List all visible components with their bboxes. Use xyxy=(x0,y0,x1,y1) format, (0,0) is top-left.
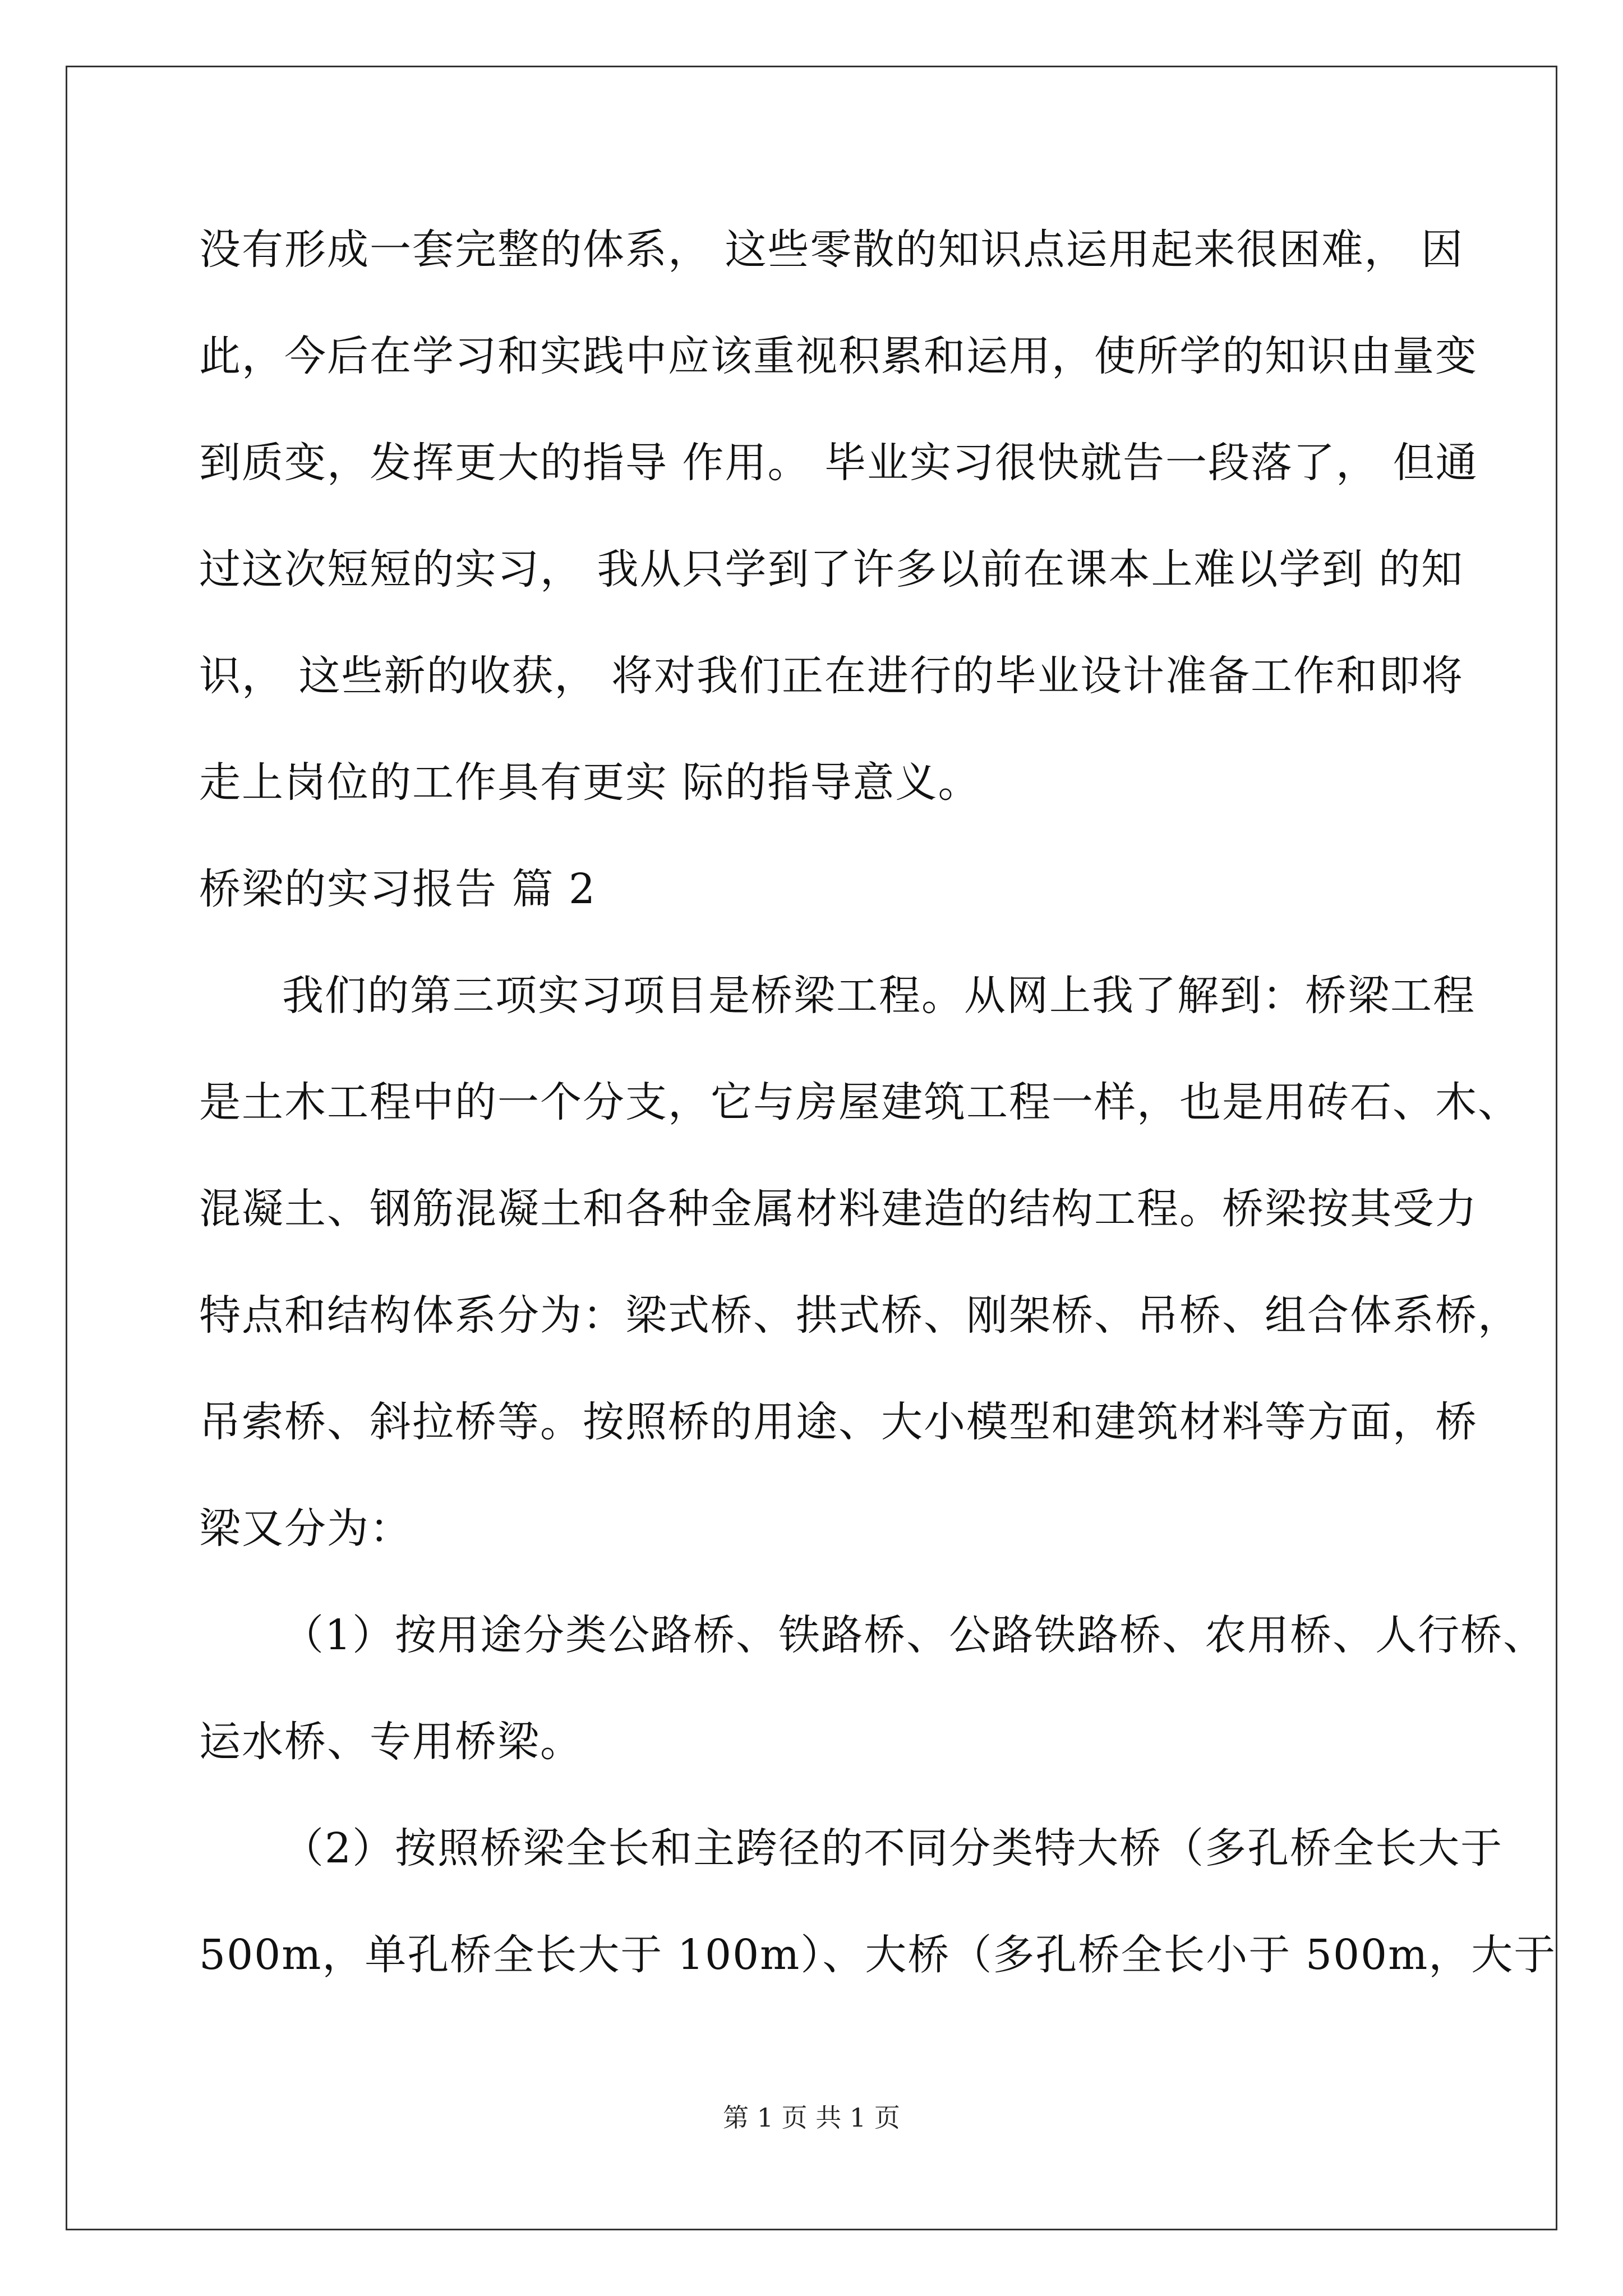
document-body xyxy=(199,216,1557,2028)
paragraph-line: 混凝土、钢筋混凝土和各种金属材料建造的结构工程。桥梁按其受力 xyxy=(199,1185,1478,1233)
paragraph-line: 运水桥、专用桥梁。 xyxy=(199,1718,583,1766)
paragraph-line: 特点和结构体系分为：梁式桥、拱式桥、刚架桥、吊桥、组合体系桥， xyxy=(199,1291,1520,1340)
paragraph-line: 过这次短短的实习， 我从只学到了许多以前在课本上难以学到 的知 xyxy=(199,545,1464,593)
paragraph-line: 我们的第三项实习项目是桥梁工程。从网上我了解到：桥梁工程 xyxy=(282,972,1476,1020)
section-heading: 桥梁的实习报告 篇 2 xyxy=(199,865,597,913)
paragraph-line: 是土木工程中的一个分支，它与房屋建筑工程一样，也是用砖石、木、 xyxy=(199,1078,1520,1126)
paragraph-line: 吊索桥、斜拉桥等。按照桥的用途、大小模型和建筑材料等方面，桥 xyxy=(199,1398,1478,1446)
paragraph-line: 走上岗位的工作具有更实 际的指导意义。 xyxy=(199,758,981,807)
paragraph-line: 500m，单孔桥全长大于 100m）、大桥（多孔桥全长小于 500m，大于 xyxy=(199,1931,1557,1979)
list-item: （1）按用途分类公路桥、铁路桥、公路铁路桥、农用桥、人行桥、 xyxy=(282,1611,1546,1659)
paragraph-line: 此，今后在学习和实践中应该重视积累和运用，使所学的知识由量变 xyxy=(199,332,1478,380)
paragraph-line: 到质变，发挥更大的指导 作用。 毕业实习很快就告一段落了， 但通 xyxy=(199,439,1478,487)
paragraph-line: 识， 这些新的收获， 将对我们正在进行的毕业设计准备工作和即将 xyxy=(199,652,1464,700)
list-item: （2）按照桥梁全长和主跨径的不同分类特大桥（多孔桥全长大于 xyxy=(282,1824,1504,1872)
page-number-footer: 第 1 页 共 1 页 xyxy=(723,2102,900,2133)
paragraph-line: 没有形成一套完整的体系， 这些零散的知识点运用起来很困难， 因 xyxy=(199,226,1464,274)
paragraph-line: 梁又分为： xyxy=(199,1504,412,1553)
